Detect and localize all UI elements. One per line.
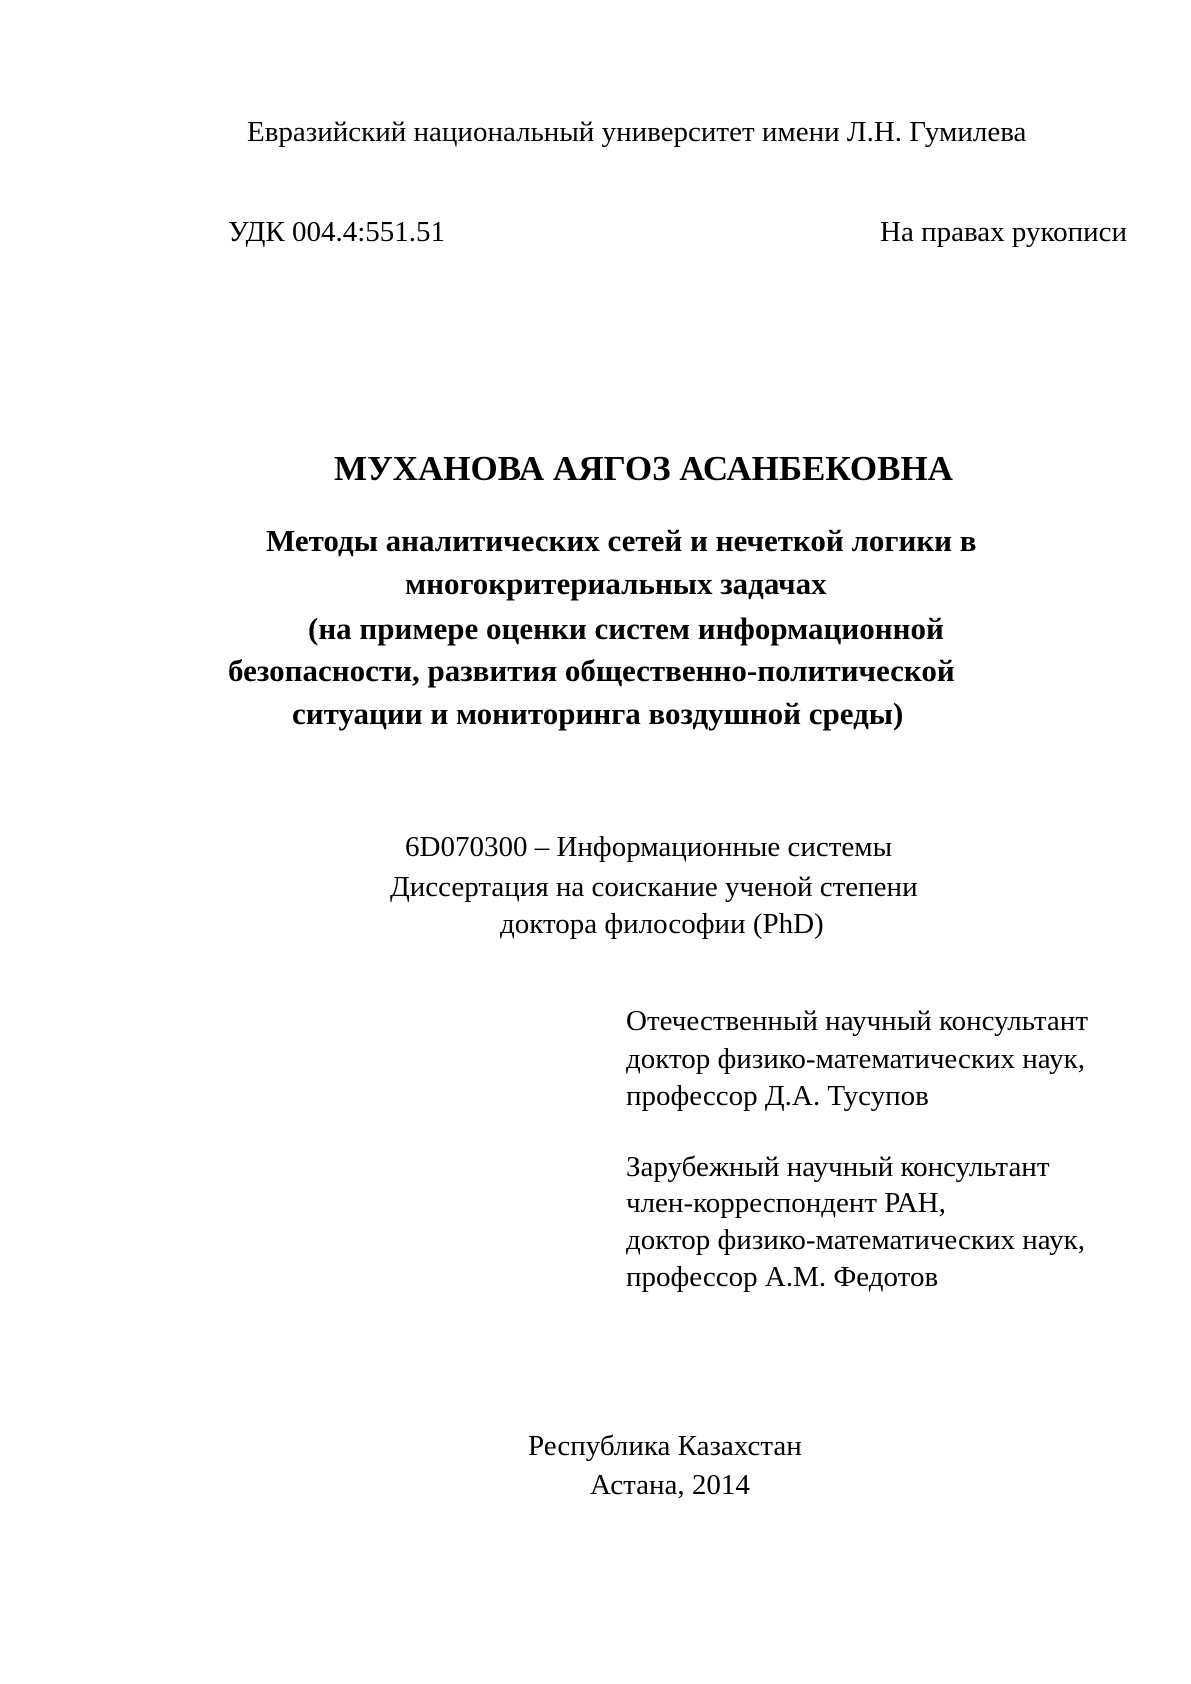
foreign-consultant-title: член-корреспондент РАН, — [626, 1187, 946, 1219]
title-line: (на примере оценки систем информационной — [308, 611, 944, 646]
university-name: Евразийский национальный университет имени Л.Н. Гумилева — [247, 116, 1027, 148]
foreign-consultant-role: Зарубежный научный консультант — [626, 1151, 1050, 1183]
domestic-consultant-degree: доктор физико-математических наук, — [626, 1043, 1086, 1075]
manuscript-rights: На правах рукописи — [880, 216, 1128, 248]
title-line: Методы аналитических сетей и нечеткой логики в — [266, 523, 977, 558]
domestic-consultant-name: профессор Д.А. Тусупов — [626, 1080, 929, 1112]
foreign-consultant-name: профессор А.М. Федотов — [626, 1261, 939, 1293]
degree-line: доктора философии (PhD) — [500, 908, 824, 940]
country: Республика Казахстан — [528, 1430, 802, 1462]
foreign-consultant-degree: доктор физико-математических наук, — [626, 1224, 1086, 1256]
degree-line: Диссертация на соискание ученой степени — [390, 871, 918, 903]
title-line: многокритериальных задачах — [405, 566, 827, 601]
udk-code: УДК 004.4:551.51 — [228, 216, 446, 248]
specialty-code: 6D070300 – Информационные системы — [405, 831, 893, 863]
author-name: МУХАНОВА АЯГОЗ АСАНБЕКОВНА — [334, 449, 953, 488]
title-line: безопасности, развития общественно-политической — [228, 653, 955, 688]
city-year: Астана, 2014 — [590, 1469, 750, 1501]
title-line: ситуации и мониторинга воздушной среды) — [292, 696, 904, 731]
domestic-consultant-role: Отечественный научный консультант — [626, 1005, 1088, 1037]
